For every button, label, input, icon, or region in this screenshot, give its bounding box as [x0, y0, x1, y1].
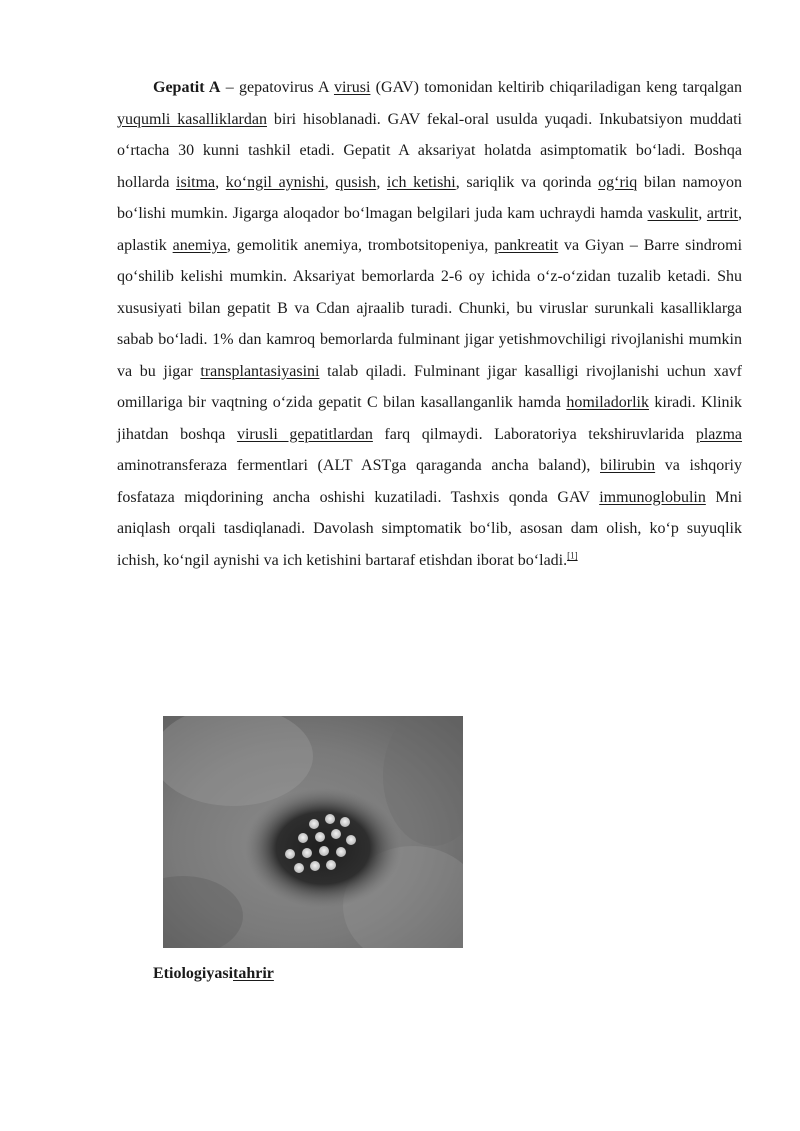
virus-particle	[331, 829, 341, 839]
virus-particle	[325, 814, 335, 824]
article-text: ,	[324, 173, 336, 191]
virus-particle	[336, 847, 346, 857]
virus-particle	[340, 817, 350, 827]
section-heading	[153, 965, 274, 983]
article-link[interactable]: homiladorlik	[566, 394, 649, 411]
article-link[interactable]: ogʻriq	[598, 173, 638, 191]
article-link[interactable]: virusi	[333, 79, 371, 96]
section-title: Etiologiyasi	[153, 965, 234, 982]
article-link[interactable]: virusli gepatitlardan	[236, 425, 373, 443]
article-link[interactable]: vaskulit	[647, 205, 699, 222]
virus-particles-image	[163, 716, 463, 948]
article-text: farq qilmaydi. Laboratoriya tekshiruvlarida	[372, 425, 696, 443]
article-text: , aplastik	[117, 205, 742, 254]
electron-micrograph-image	[163, 716, 463, 948]
article-text: ,	[376, 173, 387, 191]
article-term: Gepatit A	[153, 79, 221, 96]
article-text: bilan namoyon boʻlishi mumkin. Jigarga aloqador boʻlmagan belgilari juda kam uchraydi hamda	[117, 173, 743, 222]
article-text: biri hisoblanadi. GAV fekal-oral usulda yuqadi. Inkubatsiyon muddati oʻrtacha 30 kunni tashkil etadi. Gepatit A aksariyat holatda asimptomatik boʻladi. Boshqa hollarda	[117, 110, 743, 191]
article-link[interactable]: pankreatit	[494, 236, 559, 254]
article-text: – gepatovirus A	[220, 79, 334, 96]
virus-particle	[298, 833, 308, 843]
article-link[interactable]: plazma	[695, 425, 743, 443]
article-body	[117, 72, 742, 576]
article-text: va Giyan – Barre sindromi qoʻshilib kelishi mumkin. Aksariyat bemorlarda 2-6 oy ichida oʻz-oʻzidan tuzalib ketadi. Shu xususiyati bilan gepatit B va Cdan ajraalib turadi. Chunki, bu viruslar surunkali kasalliklarga sabab boʻladi. 1% dan kamroq bemorlarda fulminant jigar yetishmovchiligi rivojlanishi mumkin va bu jigar	[117, 236, 743, 380]
article-link[interactable]: koʻngil aynishi	[225, 173, 325, 191]
article-text: kiradi. Klinik jihatdan boshqa	[117, 394, 743, 443]
article-text: talab qiladi. Fulminant jigar kasalligi rivojlanishi uchun xavf omillariga bir vaqtning oʻzida gepatit C bilan kasallanganlik hamda	[117, 362, 742, 411]
article-text: (GAV) tomonidan keltirib chiqariladigan keng tarqalgan	[370, 79, 743, 96]
article-link[interactable]: transplantasiyasini	[200, 362, 320, 380]
article-link[interactable]: qusish	[335, 173, 377, 191]
article-text: , sariqlik va qorinda	[455, 173, 599, 191]
article-link[interactable]: ich ketishi	[386, 173, 456, 191]
footnote-link[interactable]: [1]	[567, 550, 578, 561]
virus-particle	[315, 832, 325, 842]
article-link[interactable]: artrit	[706, 205, 738, 222]
article-link[interactable]: isitma	[176, 173, 216, 191]
article-link[interactable]: yuqumli kasalliklardan	[117, 110, 267, 128]
edit-section-link[interactable]: tahrir	[233, 965, 274, 982]
article-text: Mni aniqlash orqali tasdiqlanadi. Davolash simptomatik boʻlib, asosan dam olish, koʻp suyuqlik ichish, koʻngil aynishi va ich ketishini bartaraf etishdan iborat boʻladi.	[117, 488, 743, 569]
virus-particle	[346, 835, 356, 845]
virus-particle	[302, 848, 312, 858]
virus-particle	[326, 860, 336, 870]
virus-particle	[310, 861, 320, 871]
article-link[interactable]: immunoglobulin	[599, 488, 706, 506]
intro-paragraph	[117, 72, 742, 576]
article-text: ,	[215, 173, 226, 191]
article-link[interactable]: anemiya	[172, 236, 227, 254]
virus-particle	[285, 849, 295, 859]
virus-particle	[294, 863, 304, 873]
article-text: ,	[698, 205, 707, 222]
virus-particle	[309, 819, 319, 829]
article-text: aminotransferaza fermentlari (ALT ASTga qaraganda ancha baland),	[117, 457, 601, 474]
article-link[interactable]: bilirubin	[600, 457, 656, 474]
virus-particle	[319, 846, 329, 856]
article-text: va ishqoriy fosfataza miqdorining ancha oshishi kuzatiladi. Tashxis qonda GAV	[117, 457, 743, 506]
article-text: , gemolitik anemiya, trombotsitopeniya,	[226, 236, 495, 254]
